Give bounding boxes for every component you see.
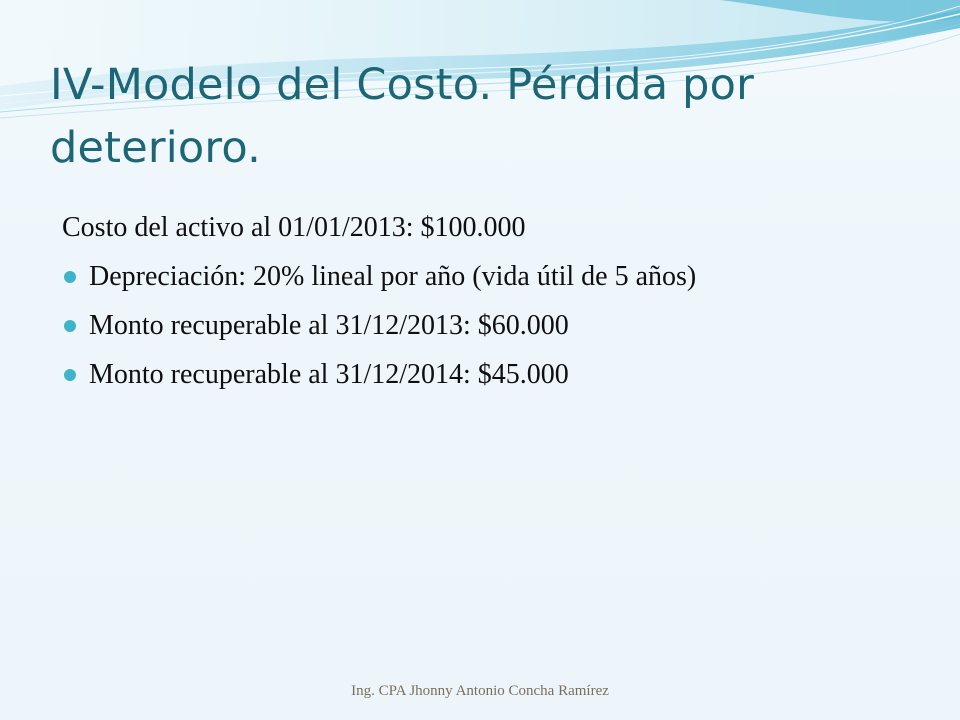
footer-author: Ing. CPA Jhonny Antonio Concha Ramírez [351,683,609,699]
asset-cost-line: Costo del activo al 01/01/2013: $100.000 [62,212,526,243]
slide-title: IV-Modelo del Costo. Pérdida por deterioro. [50,60,755,173]
bullet-text: Monto recuperable al 31/12/2014: $45.000 [89,359,569,390]
bullet-recoverable-2013 [62,306,922,355]
bullet-text: Monto recuperable al 31/12/2013: $60.000 [89,310,569,341]
bullet-dot-icon [64,271,76,283]
bullet-list [62,257,922,404]
slide-body [62,208,922,404]
bullet-dot-icon [64,320,76,332]
bullet-recoverable-2014 [62,355,922,404]
bullet-text: Depreciación: 20% lineal por año (vida útil de 5 años) [89,261,697,292]
bullet-depreciation [62,257,922,306]
bullet-dot-icon [64,369,76,381]
